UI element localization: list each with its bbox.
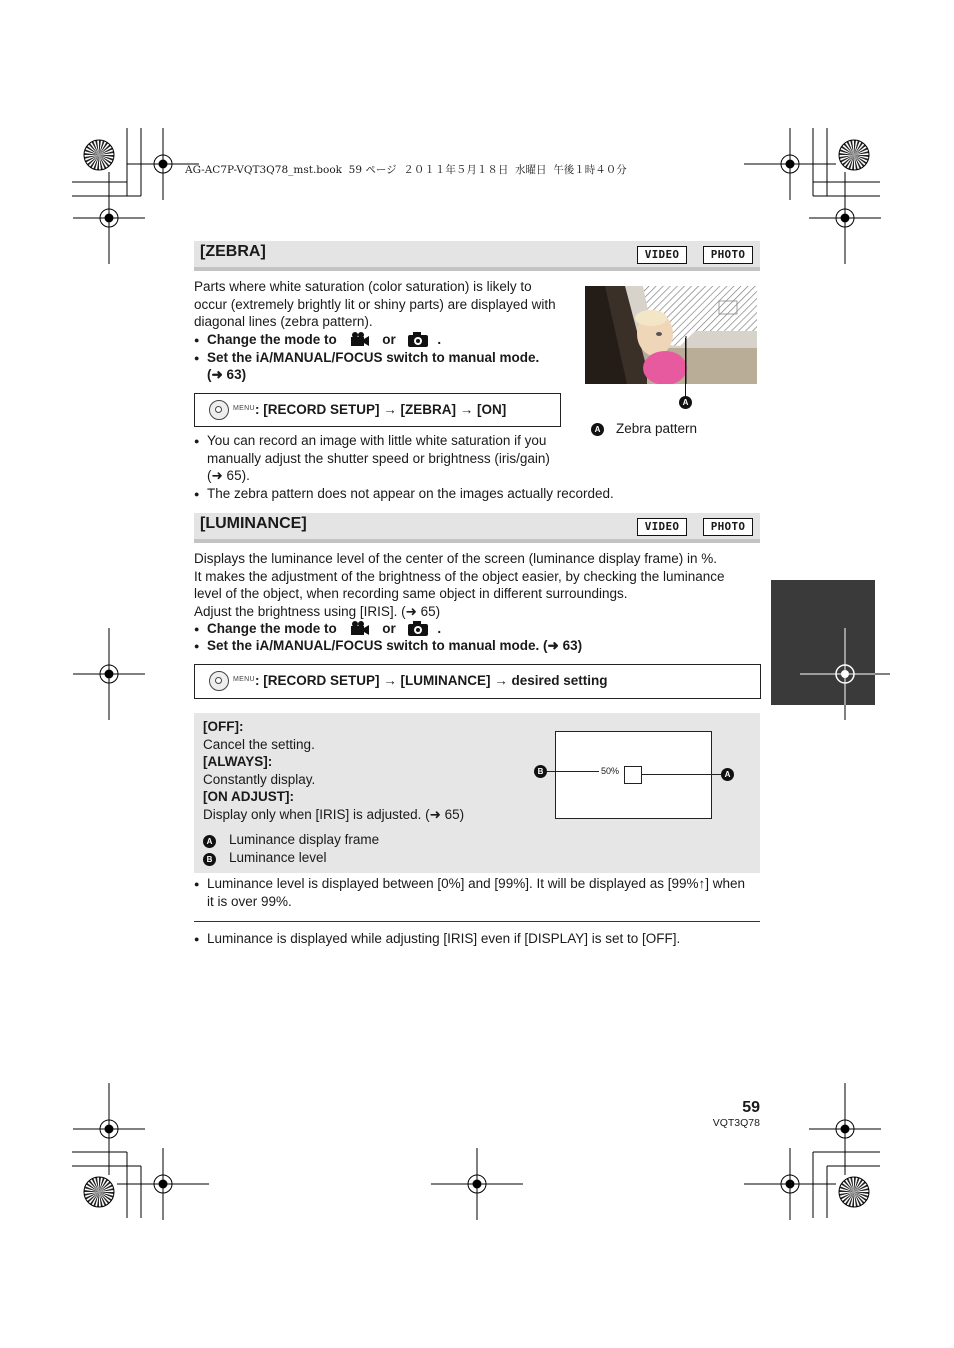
mode-prefix: Change the mode to — [207, 332, 337, 347]
luminance-intro-line: Displays the luminance level of the center of the screen (luminance display frame) in %. — [194, 551, 717, 566]
zebra-example-photo — [585, 286, 757, 384]
photo-mode-icon — [406, 331, 430, 347]
zebra-title: [ZEBRA] — [200, 243, 266, 260]
zebra-switch-ref: (➜ 63) — [207, 367, 247, 382]
option-desc: Constantly display. — [203, 771, 316, 787]
luminance-intro-line: Adjust the brightness using [IRIS]. (➜ 65) — [194, 603, 441, 619]
menu-word: MENU — [233, 405, 255, 412]
zebra-note-1 — [194, 432, 550, 485]
zebra-callout-marker: A — [679, 396, 692, 409]
zebra-note-line: ● The zebra pattern does not appear on the images actually recorded. — [207, 486, 614, 501]
legend-label-b: Luminance level — [229, 850, 327, 865]
diagram-marker-a: A — [721, 768, 734, 781]
page-number: 59 — [742, 1099, 760, 1116]
luminance-note-line: it is over 99%. — [207, 893, 292, 909]
print-header: AG-AC7P-VQT3Q78_mst.book 59 ページ ２０１１年５月１８日 水曜日 午後１時４０分 — [185, 164, 627, 176]
photo-badge: PHOTO — [703, 518, 753, 536]
mode-or: or — [382, 332, 396, 347]
option-name: [ON ADJUST]: — [203, 789, 294, 804]
divider — [194, 921, 760, 922]
zebra-intro-line: occur (extremely brightly lit or shiny parts) are displayed with — [194, 296, 556, 312]
luminance-note-line: ● Luminance is displayed while adjusting [IRIS] even if [DISPLAY] is set to [OFF]. — [207, 931, 681, 946]
legend-label-a: Luminance display frame — [229, 832, 380, 847]
legend-marker-a: A — [203, 835, 216, 848]
luminance-note-1 — [194, 875, 745, 910]
registration-starburst — [839, 1177, 869, 1207]
zebra-legend-label: Zebra pattern — [616, 421, 698, 436]
luminance-menu-path: : [RECORD SETUP] → [LUMINANCE] → desired setting — [255, 673, 608, 688]
menu-dial-icon — [209, 400, 229, 420]
legend-marker-b: B — [203, 853, 216, 866]
registration-starburst — [839, 140, 869, 170]
zebra-mode-step — [194, 331, 441, 349]
zebra-legend-marker: A — [591, 423, 604, 436]
luminance-menu-path-box — [194, 664, 761, 699]
luminance-display-frame — [624, 766, 642, 784]
luminance-percent: 50% — [601, 766, 620, 776]
luminance-note-line: ● Luminance level is displayed between [0%] and [99%]. It will be displayed as [99%↑] when — [207, 876, 746, 891]
zebra-switch-step — [194, 349, 539, 367]
luminance-title: [LUMINANCE] — [200, 515, 307, 532]
luminance-options-list — [203, 718, 464, 823]
option-name: [ALWAYS]: — [203, 754, 273, 769]
option-desc: Display only when [IRIS] is adjusted. (➜ 65) — [203, 806, 465, 822]
luminance-note-2 — [194, 930, 680, 948]
mode-or: or — [382, 621, 396, 636]
option-desc: Cancel the setting. — [203, 736, 315, 752]
photo-mode-icon — [406, 620, 430, 636]
video-badge: VIDEO — [637, 518, 687, 536]
zebra-note-line: ● You can record an image with little white saturation if you — [207, 433, 547, 448]
mode-suffix: . — [437, 332, 442, 347]
diagram-line-a — [641, 774, 721, 775]
side-tab-target — [800, 628, 890, 720]
document-code: VQT3Q78 — [712, 1117, 760, 1129]
video-badge: VIDEO — [637, 246, 687, 264]
zebra-intro — [194, 278, 556, 331]
luminance-intro-line: It makes the adjustment of the brightness of the object easier, by checking the luminance — [194, 568, 725, 584]
menu-word: MENU — [233, 676, 255, 683]
video-mode-icon — [347, 331, 373, 347]
registration-starburst — [84, 140, 114, 170]
menu-dial-icon — [209, 671, 229, 691]
zebra-note-2 — [194, 485, 614, 503]
zebra-callout-line — [685, 338, 686, 396]
diagram-line-b — [546, 771, 599, 772]
luminance-intro-line: level of the object, when recording same object in different surroundings. — [194, 586, 628, 601]
zebra-menu-path-box — [194, 393, 561, 427]
photo-badge: PHOTO — [703, 246, 753, 264]
registration-starburst — [84, 1177, 114, 1207]
luminance-intro — [194, 550, 725, 620]
zebra-note-line: (➜ 65). — [207, 468, 250, 483]
zebra-switch-line: ● Set the iA/MANUAL/FOCUS switch to manual mode. — [207, 350, 540, 365]
video-mode-icon — [347, 620, 373, 636]
luminance-switch-line: ● Set the iA/MANUAL/FOCUS switch to manual mode. (➜ 63) — [207, 638, 583, 653]
option-name: [OFF]: — [203, 719, 244, 734]
zebra-intro-line: Parts where white saturation (color saturation) is likely to — [194, 279, 532, 294]
mode-suffix: . — [437, 621, 442, 636]
zebra-menu-path: : [RECORD SETUP] → [ZEBRA] → [ON] — [255, 402, 507, 417]
luminance-switch-step — [194, 637, 582, 655]
zebra-intro-line: diagonal lines (zebra pattern). — [194, 314, 373, 329]
zebra-note-line: manually adjust the shutter speed or brightness (iris/gain) — [207, 450, 550, 466]
diagram-marker-b: B — [534, 765, 547, 778]
mode-prefix: Change the mode to — [207, 621, 337, 636]
luminance-mode-step — [194, 620, 441, 638]
